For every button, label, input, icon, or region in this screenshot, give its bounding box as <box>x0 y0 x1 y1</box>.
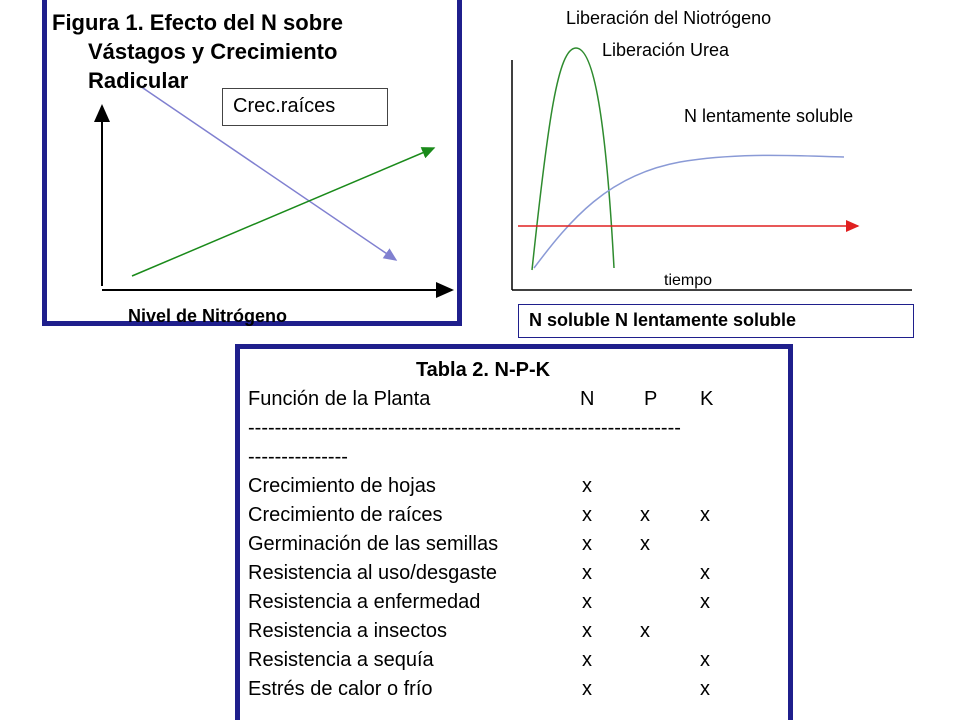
cell-function: Crecimiento de raíces <box>248 504 443 526</box>
table-row <box>248 675 788 704</box>
cell-k: x <box>700 649 710 671</box>
cell-n: x <box>582 649 592 671</box>
header-p: P <box>644 388 658 410</box>
header-k: K <box>700 388 714 410</box>
header-n: N <box>580 388 595 410</box>
table-row <box>248 559 788 588</box>
separator-line1: ----------------------------------------------------------------- <box>248 417 681 439</box>
cell-p: x <box>640 504 650 526</box>
cell-n: x <box>582 678 592 700</box>
table2 <box>248 356 788 704</box>
fig2-urea-curve <box>532 48 614 270</box>
figure1-title-line2: Vástagos y Crecimiento <box>88 39 338 64</box>
cell-function: Estrés de calor o frío <box>248 678 433 700</box>
table-row <box>248 646 788 675</box>
separator-line2: --------------- <box>248 446 348 468</box>
cell-k: x <box>700 504 710 526</box>
cell-function: Resistencia a insectos <box>248 620 447 642</box>
cell-k: x <box>700 591 710 613</box>
cell-p: x <box>640 620 650 642</box>
table-row <box>248 501 788 530</box>
header-function: Función de la Planta <box>248 388 431 410</box>
cell-k: x <box>700 678 710 700</box>
cell-k: x <box>700 562 710 584</box>
cell-n: x <box>582 562 592 584</box>
figure1-title-line1: Figura 1. Efecto del N sobre <box>52 10 343 35</box>
cell-n: x <box>582 620 592 642</box>
figure1-title <box>52 8 452 95</box>
figure2-caption: N soluble N lentamente soluble <box>518 304 914 338</box>
table2-header <box>248 385 788 414</box>
cell-function: Resistencia a sequía <box>248 649 434 671</box>
cell-function: Resistencia al uso/desgaste <box>248 562 498 584</box>
figure1-title-line3: Radicular <box>88 68 189 93</box>
cell-n: x <box>582 591 592 613</box>
fig1-increasing-line <box>132 148 434 276</box>
table2-title: Tabla 2. N-P-K <box>415 359 551 381</box>
cell-function: Crecimiento de hojas <box>248 475 436 497</box>
figure2-slow-label: N lentamente soluble <box>684 106 854 126</box>
table-row <box>248 588 788 617</box>
cell-function: Germinación de las semillas <box>248 533 499 555</box>
table-row <box>248 472 788 501</box>
table-row <box>248 530 788 559</box>
figure1-x-label: Nivel de Nitrógeno <box>128 306 288 326</box>
cell-function: Resistencia a enfermedad <box>248 591 481 613</box>
cell-p: x <box>640 533 650 555</box>
cell-n: x <box>582 504 592 526</box>
figure2-urea-label: Liberación Urea <box>602 40 730 60</box>
figure1-legend-box: Crec.raíces <box>222 88 388 126</box>
figure2-title: Liberación del Niotrógeno <box>566 8 772 28</box>
fig2-slow-curve <box>534 155 844 268</box>
figure2-x-label: tiempo <box>664 272 713 289</box>
table-row <box>248 617 788 646</box>
table2-rows <box>248 472 788 704</box>
cell-n: x <box>582 475 592 497</box>
cell-n: x <box>582 533 592 555</box>
